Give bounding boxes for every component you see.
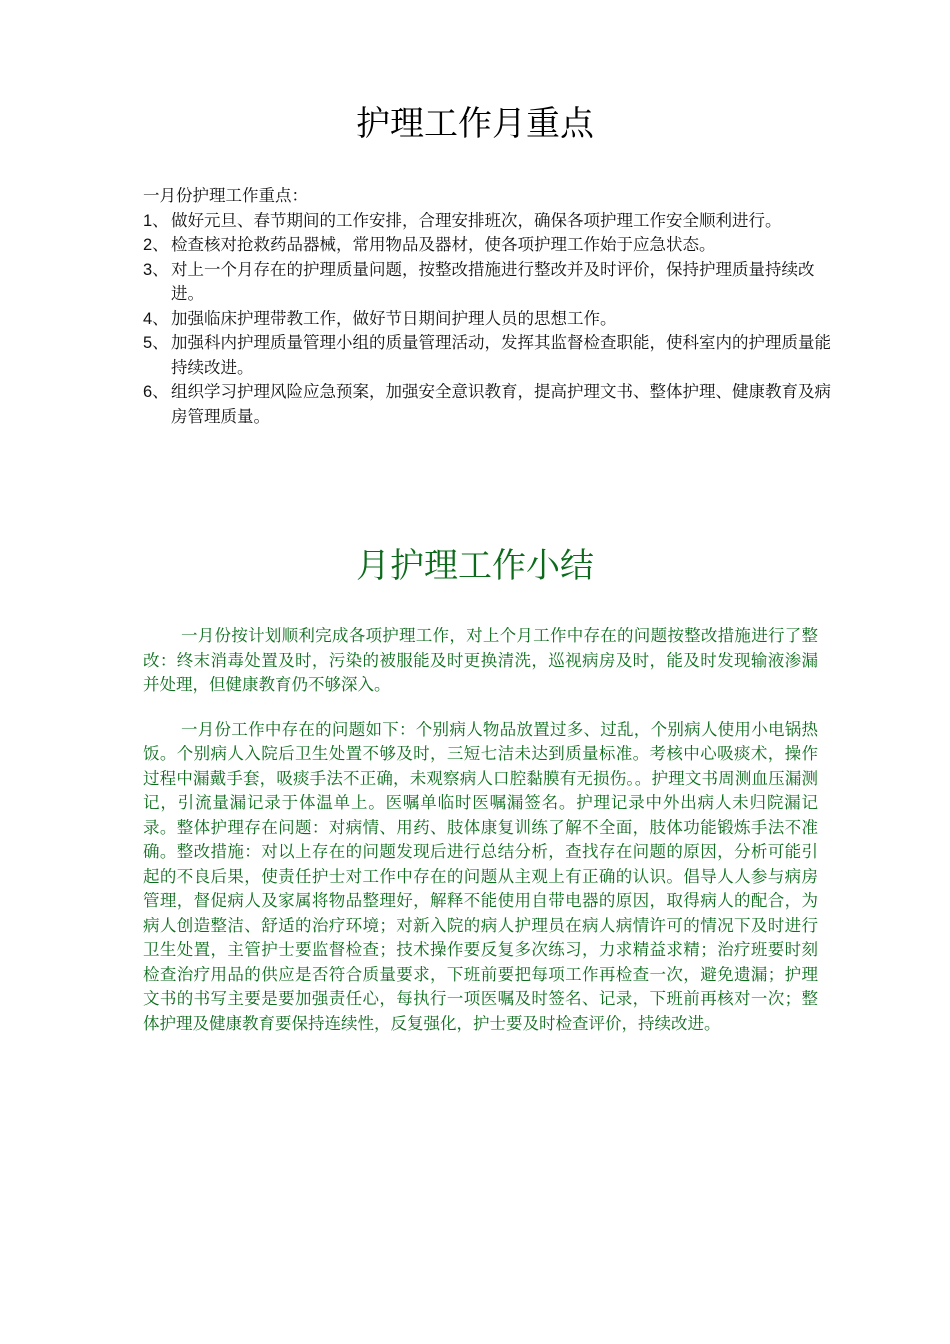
plan-list: [143, 209, 833, 430]
plan-item: [143, 233, 833, 258]
summary-paragraph: 一月份工作中存在的问题如下：个别病人物品放置过多、过乱，个别病人使用小电锅热饭。个别病人入院后卫生处置不够及时，三短七洁未达到质量标准。考核中心吸痰术，操作过程中漏戴手套，吸痰手法不正确，未观察病人口腔黏膜有无损伤。。护理文书周测血压漏测记，引流量漏记录于体温单上。医嘱单临时医嘱漏签名。护理记录中外出病人未归院漏记录。整体护理存在问题：对病情、用药、肢体康复训练了解不全面，肢体功能锻炼手法不准确。整改措施：对以上存在的问题发现后进行总结分析，查找存在问题的原因，分析可能引起的不良后果，使责任护士对工作中存在的问题从主观上有正确的认识。倡导人人参与病房管理，督促病人及家属将物品整理好，解释不能使用自带电器的原因，取得病人的配合，为病人创造整洁、舒适的治疗环境；对新入院的病人护理员在病人病情许可的情况下及时进行卫生处置，主管护士要监督检查；技术操作要反复多次练习，力求精益求精；治疗班要时刻检查治疗用品的供应是否符合质量要求，下班前要把每项工作再检查一次，避免遗漏；护理文书的书写主要是要加强责任心，每执行一项医嘱及时签名、记录，下班前再核对一次；整体护理及健康教育要保持连续性，反复强化，护士要及时检查评价，持续改进。: [143, 719, 818, 1033]
plan-item: [143, 258, 833, 307]
plan-item-number: 5、: [143, 334, 169, 352]
summary-section: [143, 624, 818, 1056]
plan-item-number: 3、: [143, 260, 169, 279]
plan-item: [143, 307, 833, 332]
plan-item: [143, 331, 833, 380]
plan-item-text: 加强临床护理带教工作，做好节日期间护理人员的思想工作。: [171, 308, 617, 328]
plan-item-number: 1、: [143, 211, 169, 230]
plan-item: [143, 380, 833, 429]
plan-section: [143, 184, 833, 429]
plan-item-number: 6、: [143, 383, 169, 401]
plan-title: 护理工作月重点: [356, 104, 594, 144]
summary-title: 月护理工作小结: [356, 546, 594, 586]
plan-item-text: 检查核对抢救药品器械，常用物品及器材，使各项护理工作始于应急状态。: [171, 235, 716, 254]
plan-intro: 一月份护理工作重点：: [143, 186, 308, 205]
summary-paragraph: 一月份按计划顺利完成各项护理工作，对上个月工作中存在的问题按整改措施进行了整改：终末消毒处置及时，污染的被服能及时更换清洗，巡视病房及时，能及时发现输液渗漏并处理，但健康教育仍不够深入。: [143, 626, 818, 694]
plan-item-text: 对上一个月存在的护理质量问题，按整改措施进行整改并及时评价，保持护理质量持续改进。: [171, 259, 815, 303]
plan-item-number: 2、: [143, 236, 169, 254]
plan-item-text: 加强科内护理质量管理小组的质量管理活动，发挥其监督检查职能，使科室内的护理质量能持续改进。: [171, 333, 831, 377]
plan-item-text: 组织学习护理风险应急预案，加强安全意识教育，提高护理文书、整体护理、健康教育及病房管理质量。: [171, 382, 831, 426]
plan-item-number: 4、: [143, 309, 169, 328]
plan-item-text: 做好元旦、春节期间的工作安排，合理安排班次，确保各项护理工作安全顺利进行。: [171, 210, 782, 230]
plan-item: [143, 209, 833, 234]
